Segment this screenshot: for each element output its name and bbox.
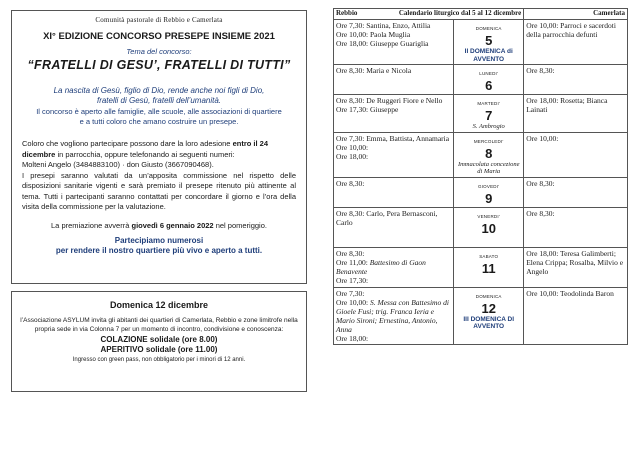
day-number: 10 <box>481 220 496 236</box>
calendar-row <box>334 95 628 133</box>
sunday-box <box>11 291 307 392</box>
day-number: 12 <box>481 300 496 316</box>
sunday-title: Domenica 12 dicembre <box>109 300 209 310</box>
intro-text-2 <box>12 107 306 127</box>
day-name: SABATO <box>479 253 499 259</box>
sunday-colazione: COLAZIONE solidale (ore 8.00) <box>100 335 218 344</box>
calendar-row <box>334 132 628 177</box>
rebbio-masses <box>334 20 454 65</box>
intro-text <box>12 86 306 106</box>
mass-entry: Ore 8,30: <box>526 178 555 188</box>
camerlata-masses <box>524 65 628 95</box>
prize-text-a: La premiazione avverrà <box>51 220 132 230</box>
day-name: MERCOLEDI’ <box>473 138 504 144</box>
sunday-aperitivo: APERITIVO solidale (ore 11.00) <box>100 345 218 354</box>
join-text-a: Coloro che vogliono partecipare possono dare la loro adesione <box>22 139 233 148</box>
intro-line-3: Il concorso è aperto alle famiglie, alle scuole, alle associazioni di quartiere <box>36 107 282 116</box>
liturgical-note: III DOMENICA DI AVVENTO <box>463 315 515 330</box>
day-cell <box>454 132 524 177</box>
theme-title: “FRATELLI DI GESU’, FRATELLI DI TUTTI” <box>27 58 291 72</box>
day-number: 8 <box>485 145 493 161</box>
camerlata-masses <box>524 132 628 177</box>
mass-entry: Ore 8,30: <box>526 208 555 218</box>
day-name: DOMENICA <box>475 293 502 299</box>
day-cell <box>454 177 524 207</box>
camerlata-masses <box>524 287 628 344</box>
intro-line-4: e a tutti coloro che amano costruire un presepe. <box>79 117 239 126</box>
mass-entry: Ore 10,00: Parroci e sacerdoti della parrocchia defunti <box>526 21 616 39</box>
mass-entry: Ore 8,30: Maria e Nicola <box>336 66 412 75</box>
mass-entry: Ore 8,30: De Ruggeri Fiore e Nello <box>336 96 443 105</box>
calendar-row <box>334 177 628 207</box>
calendar-row <box>334 247 628 287</box>
mass-entry: Ore 8,30: <box>336 248 365 258</box>
day-cell <box>454 287 524 344</box>
prize-text-c: nel pomeriggio. <box>213 220 267 230</box>
day-number: 11 <box>481 260 496 276</box>
sunday-text: l’Associazione ASYLUM invita gli abitanti dei quartieri di Camerlata, Rebbio e zone limitrofe nella propria sede in via Colonna 7 per un momento di incontro, condivisione e conoscenza: <box>20 317 298 333</box>
intro-line-1: La nascita di Gesù, figlio di Dio, rende anche noi figli di Dio, <box>53 86 265 95</box>
join-paragraph <box>22 139 296 213</box>
join-text-c: in parrocchia, oppure telefonando ai seguenti numeri: <box>55 149 235 159</box>
day-name: GIOVEDI’ <box>478 183 500 189</box>
rebbio-masses <box>334 95 454 133</box>
mass-entry: Ore 18,00: Giuseppe Guariglia <box>336 39 429 48</box>
feast-note: Immacolata concezione di Maria <box>457 160 520 175</box>
calendar-row <box>334 20 628 65</box>
liturgical-calendar <box>333 8 628 345</box>
calendar-row <box>334 65 628 95</box>
day-number: 6 <box>485 78 493 93</box>
rebbio-masses <box>334 65 454 95</box>
rebbio-masses <box>334 207 454 247</box>
rebbio-masses <box>334 132 454 177</box>
calendar-row <box>334 287 628 344</box>
day-number: 7 <box>485 108 493 123</box>
mass-entry: Ore 11,00: Battesimo di Gaon Benavente <box>336 257 426 276</box>
mass-entry: Ore 18,00: <box>336 333 369 343</box>
mass-entry: Ore 18,00: <box>336 151 369 161</box>
contest-box <box>11 10 307 284</box>
intro-line-2: fratelli di Gesù, fratelli dell’umanità. <box>96 96 222 105</box>
sunday-note: Ingresso con green pass, non obbligatorio per i minori di 12 anni. <box>72 357 246 363</box>
mass-entry: Ore 10,00: Teodolinda Baron <box>526 288 614 298</box>
day-cell <box>454 65 524 95</box>
day-name: MARTEDI’ <box>477 101 501 106</box>
feast-note: S. Ambrogio <box>472 123 505 130</box>
camerlata-masses <box>524 177 628 207</box>
prize-date: giovedì 6 gennaio 2022 <box>131 220 214 230</box>
day-name: LUNEDI’ <box>479 71 499 76</box>
header-camerlata: Camerlata <box>524 9 628 20</box>
mass-entry: Ore 18,00: Teresa Galimberti; Elena Crippa; Rosalba, Milvio e Angelo <box>526 248 624 276</box>
mass-entry: Ore 8,30: Carlo, Pera Bernasconi, Carlo <box>336 208 438 227</box>
header-rebbio: Rebbio <box>336 9 358 17</box>
calendar-header-left <box>334 9 524 20</box>
edition-title: XI° EDIZIONE CONCORSO PRESEPE INSIEME 2021 <box>43 31 275 42</box>
day-cell <box>454 20 524 65</box>
camerlata-masses <box>524 207 628 247</box>
day-number: 9 <box>485 190 493 206</box>
day-number: 5 <box>485 33 493 48</box>
mass-entry: Ore 10,00: S. Messa con Battesimo di Gioele Fusi; trig. Franca Ieria e Mario Sironi; Ernestina, Antonio, Anna <box>336 297 449 334</box>
mass-entry: Ore 17,30: Giuseppe <box>336 105 399 114</box>
camerlata-masses <box>524 95 628 133</box>
mass-entry: Ore 10,00: <box>526 133 559 143</box>
mass-entry: Ore 8,30: <box>336 178 365 188</box>
mass-entry: Ore 17,30: <box>336 275 369 285</box>
day-cell <box>454 95 524 133</box>
mass-entry: Ore 10,00: Paola Muglia <box>336 30 411 39</box>
mass-entry: Ore 7,30: Santina, Enzo, Attilia <box>336 21 431 30</box>
closing-line-2: per rendere il nostro quartiere più vivo e aperto a tutti. <box>55 245 263 255</box>
closing-line-1: Partecipiamo numerosi <box>114 235 204 245</box>
day-cell <box>454 247 524 287</box>
mass-entry: Ore 10,00: <box>336 142 369 152</box>
community-header: Comunità pastorale di Rebbio e Camerlata <box>95 16 223 24</box>
calendar-row <box>334 207 628 247</box>
mass-entry: Ore 8,30: <box>526 66 555 75</box>
join-numbers: Molteni Angelo (3484883100) · don Giusto (3667090468). <box>22 160 214 169</box>
calendar-body <box>334 20 628 345</box>
camerlata-masses <box>524 247 628 287</box>
rebbio-masses <box>334 287 454 344</box>
day-cell <box>454 207 524 247</box>
join-deadline: entro il 24 dicembre <box>22 139 268 159</box>
day-name: VENERDI’ <box>477 213 501 219</box>
day-name: DOMENICA <box>475 26 502 31</box>
mass-entry: Ore 7,30: <box>336 288 365 298</box>
liturgical-note: II DOMENICA di AVVENTO <box>464 48 513 63</box>
closing-text <box>12 236 306 256</box>
calendar-header-row <box>334 9 628 20</box>
prize-line <box>12 221 306 230</box>
judge-text: I presepi saranno valutati da un’apposita commissione nel rispetto delle disposizioni sanitarie vigenti e sarà premiato il presepe ritenuto più attinente al tema. Tutti i partecipanti saranno contattati per concordare il giorno e l’ora della visita della commissione per la valutazione. <box>22 170 296 211</box>
camerlata-masses <box>524 20 628 65</box>
rebbio-masses <box>334 247 454 287</box>
mass-entry: Ore 7,30: Emma, Battista, Annamaria <box>336 133 450 143</box>
header-center: Calendario liturgico dal 5 al 12 dicembre <box>398 9 522 17</box>
rebbio-masses <box>334 177 454 207</box>
mass-entry: Ore 18,00: Rosetta; Bianca Lainati <box>526 96 608 114</box>
theme-label: Tema del concorso: <box>126 47 192 56</box>
